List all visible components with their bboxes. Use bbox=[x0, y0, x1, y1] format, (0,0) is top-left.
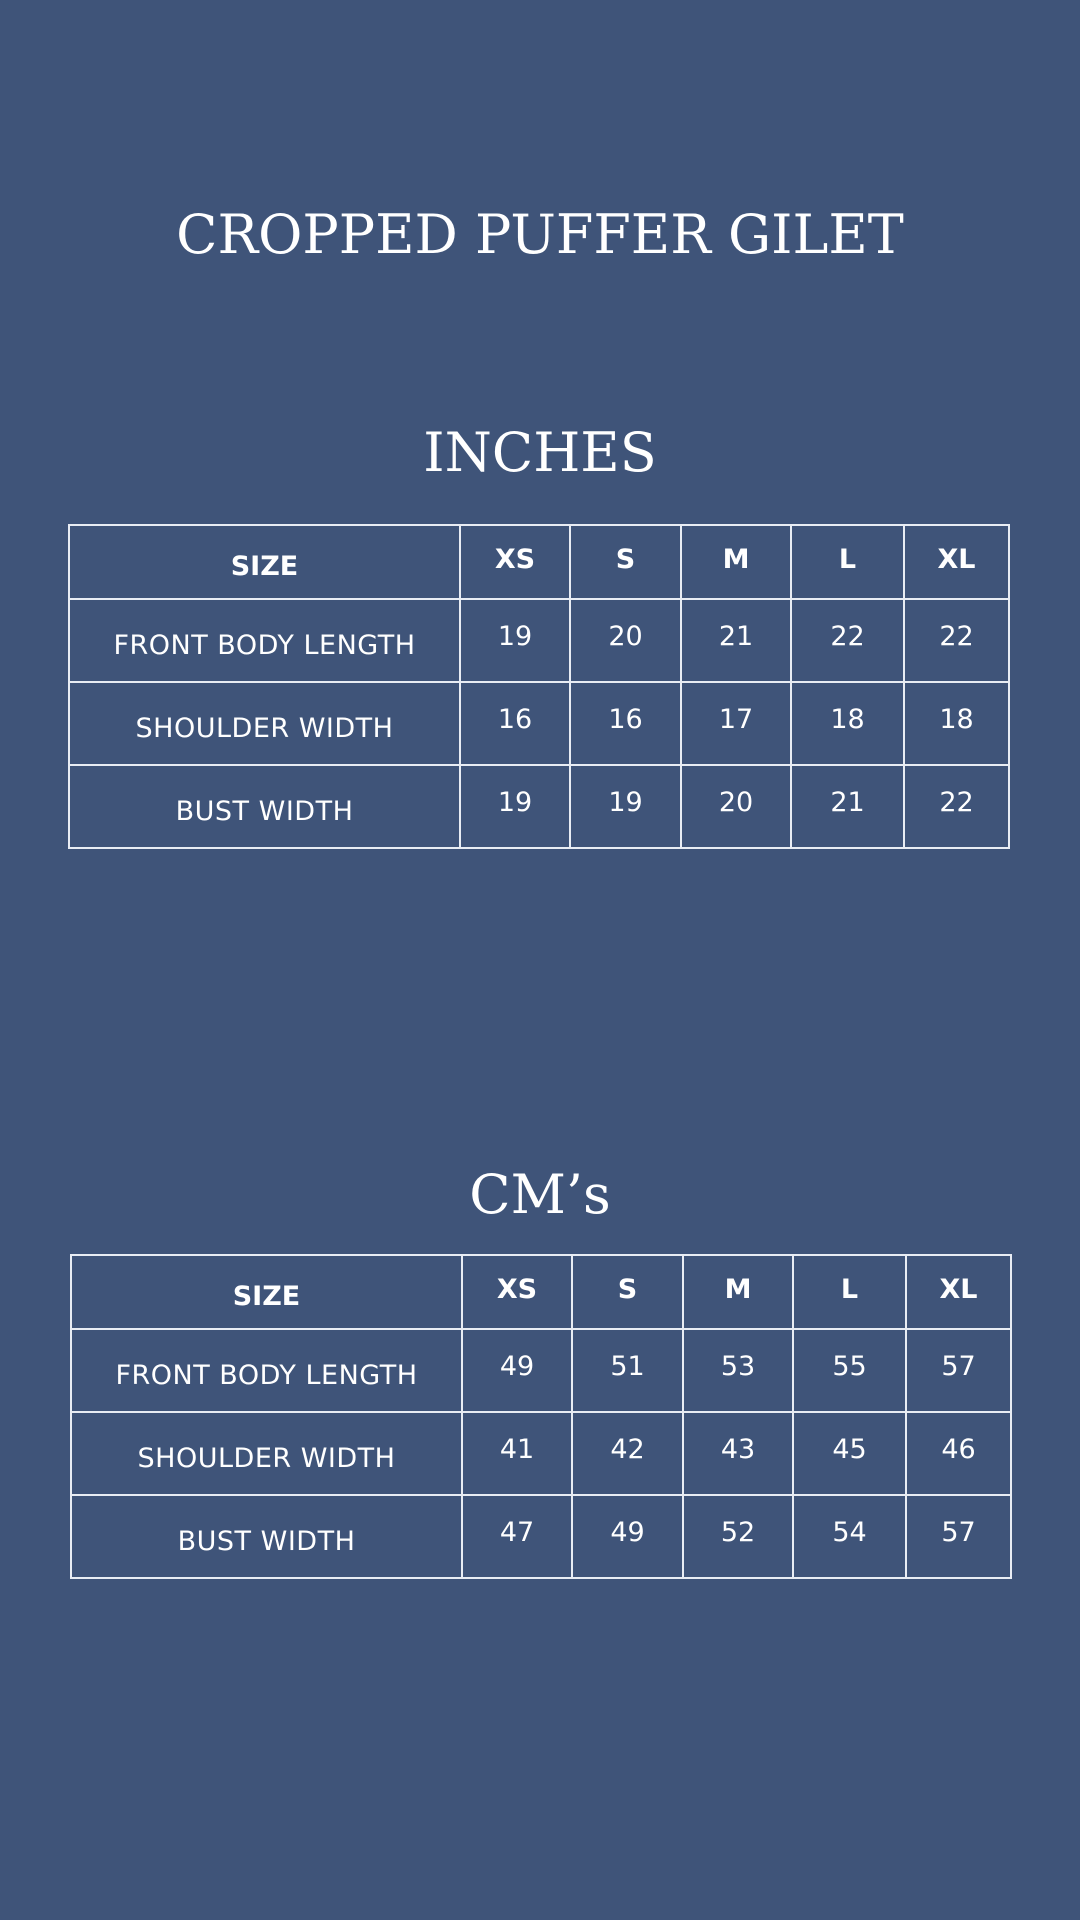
table-cell: 21 bbox=[681, 599, 791, 682]
table-cell: 19 bbox=[460, 599, 570, 682]
header-xl: XL bbox=[904, 525, 1009, 599]
table-cell: 22 bbox=[791, 599, 904, 682]
header-xs: XS bbox=[460, 525, 570, 599]
table-cell: 49 bbox=[572, 1495, 683, 1578]
table-cell: 18 bbox=[791, 682, 904, 765]
inches-heading: INCHES bbox=[423, 421, 657, 484]
header-xs: XS bbox=[462, 1255, 572, 1329]
row-label: SHOULDER WIDTH bbox=[71, 1412, 462, 1495]
table-cell: 16 bbox=[460, 682, 570, 765]
row-label: BUST WIDTH bbox=[69, 765, 460, 848]
table-cell: 20 bbox=[570, 599, 681, 682]
header-m: M bbox=[681, 525, 791, 599]
table-cell: 46 bbox=[906, 1412, 1011, 1495]
table-row bbox=[71, 1495, 1011, 1578]
header-s: S bbox=[570, 525, 681, 599]
table-cell: 53 bbox=[683, 1329, 793, 1412]
table-cell: 54 bbox=[793, 1495, 906, 1578]
cms-size-table bbox=[70, 1254, 1012, 1579]
table-cell: 21 bbox=[791, 765, 904, 848]
table-cell: 19 bbox=[460, 765, 570, 848]
header-size: SIZE bbox=[69, 525, 460, 599]
table-cell: 19 bbox=[570, 765, 681, 848]
table-cell: 17 bbox=[681, 682, 791, 765]
table-cell: 52 bbox=[683, 1495, 793, 1578]
cms-heading: CM’s bbox=[469, 1163, 611, 1226]
table-cell: 49 bbox=[462, 1329, 572, 1412]
row-label: BUST WIDTH bbox=[71, 1495, 462, 1578]
header-s: S bbox=[572, 1255, 683, 1329]
table-cell: 55 bbox=[793, 1329, 906, 1412]
table-cell: 18 bbox=[904, 682, 1009, 765]
table-cell: 57 bbox=[906, 1495, 1011, 1578]
table-row bbox=[69, 682, 1009, 765]
table-cell: 51 bbox=[572, 1329, 683, 1412]
table-row bbox=[69, 765, 1009, 848]
row-label: FRONT BODY LENGTH bbox=[71, 1329, 462, 1412]
table-cell: 57 bbox=[906, 1329, 1011, 1412]
table-cell: 41 bbox=[462, 1412, 572, 1495]
header-l: L bbox=[793, 1255, 906, 1329]
table-cell: 45 bbox=[793, 1412, 906, 1495]
header-m: M bbox=[683, 1255, 793, 1329]
row-label: FRONT BODY LENGTH bbox=[69, 599, 460, 682]
table-cell: 42 bbox=[572, 1412, 683, 1495]
table-cell: 22 bbox=[904, 599, 1009, 682]
header-size: SIZE bbox=[71, 1255, 462, 1329]
table-header-row bbox=[69, 525, 1009, 599]
table-cell: 47 bbox=[462, 1495, 572, 1578]
table-cell: 43 bbox=[683, 1412, 793, 1495]
header-xl: XL bbox=[906, 1255, 1011, 1329]
table-row bbox=[71, 1329, 1011, 1412]
inches-size-table bbox=[68, 524, 1010, 849]
table-header-row bbox=[71, 1255, 1011, 1329]
table-cell: 20 bbox=[681, 765, 791, 848]
table-cell: 22 bbox=[904, 765, 1009, 848]
table-row bbox=[69, 599, 1009, 682]
header-l: L bbox=[791, 525, 904, 599]
table-cell: 16 bbox=[570, 682, 681, 765]
row-label: SHOULDER WIDTH bbox=[69, 682, 460, 765]
table-row bbox=[71, 1412, 1011, 1495]
page-title: CROPPED PUFFER GILET bbox=[176, 203, 904, 266]
